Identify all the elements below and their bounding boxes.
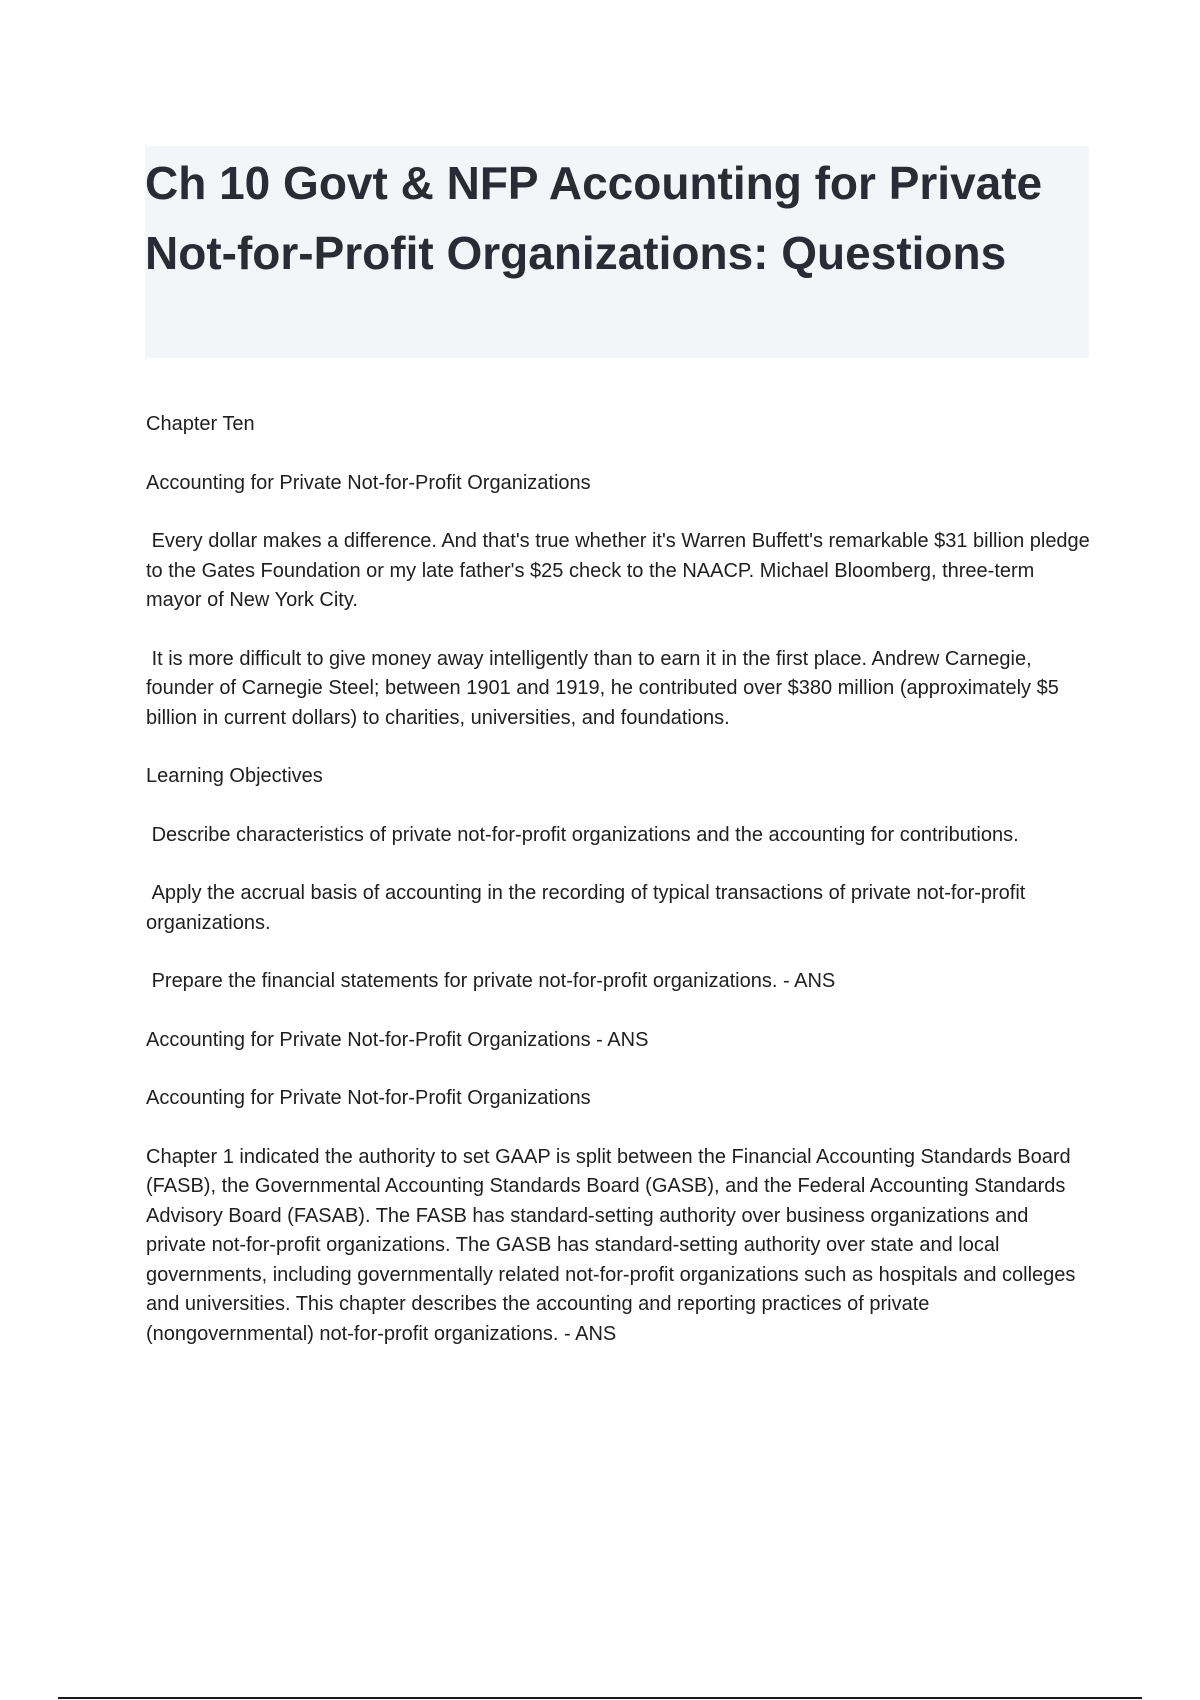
chapter-heading: Accounting for Private Not-for-Profit Organizations <box>146 471 591 494</box>
document-body <box>146 410 1096 1378</box>
page-bottom-rule <box>58 1697 1142 1699</box>
title-banner <box>145 146 1089 358</box>
quote-carnegie: It is more difficult to give money away intelligently than to earn it in the first place. Andrew Carnegie, founder of Carnegie Steel; between 1901 and 1919, he contributed over $380 million (approximately $5 billion in current dollars) to charities, universities, and foundations. <box>146 647 1065 729</box>
objective-2: Apply the accrual basis of accounting in the recording of typical transactions of private not-for-profit organizations. <box>146 882 1031 934</box>
page-title: Ch 10 Govt & NFP Accounting for Private Not-for-Profit Organizations: Questions <box>145 157 1043 279</box>
objective-3: Prepare the financial statements for private not-for-profit organizations. - ANS <box>146 970 836 992</box>
learning-objectives-heading: Learning Objectives <box>146 765 323 787</box>
quote-bloomberg: Every dollar makes a difference. And that's true whether it's Warren Buffett's remarkable $31 billion pledge to the Gates Foundation or my late father's $25 check to the NAACP. Michael Bloomberg, three-term mayor of New York City. <box>146 530 1096 611</box>
chapter-label: Chapter Ten <box>146 413 255 435</box>
question-heading: Accounting for Private Not-for-Profit Organizations - ANS <box>146 1028 649 1051</box>
gaap-authority-paragraph: Chapter 1 indicated the authority to set GAAP is split between the Financial Accounting Standards Board (FASB), the Governmental Accounting Standards Board (GASB), and the Federal Accounting Standards Advisory Board (FASAB). The FASB has standard-setting authority over business organizations and private not-for-profit organizations. The GASB has standard-setting authority over state and local governments, including governmentally related not-for-profit organizations such as hospitals and colleges and universities. This chapter describes the accounting and reporting practices of private (nongovernmental) not-for-profit organizations. - ANS <box>146 1145 1081 1345</box>
objective-1: Describe characteristics of private not-for-profit organizations and the accounting for contributions. <box>146 823 1019 846</box>
section-heading: Accounting for Private Not-for-Profit Organizations <box>146 1087 591 1109</box>
